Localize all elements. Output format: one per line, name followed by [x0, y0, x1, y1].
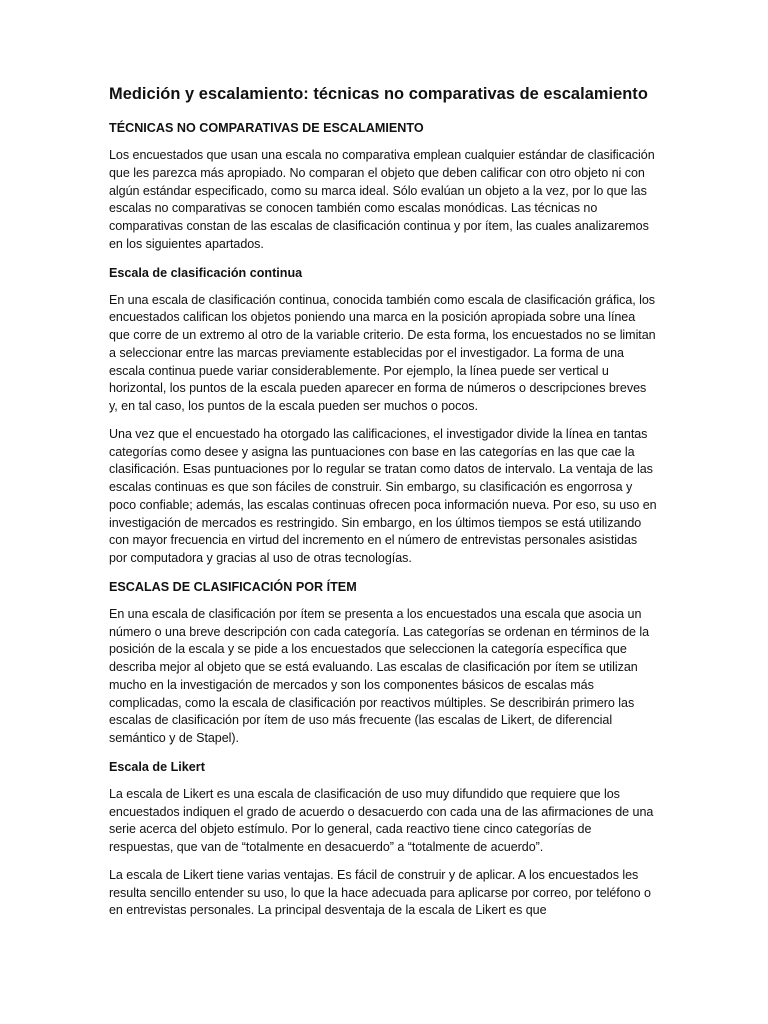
paragraph-clasificacion-por-item: En una escala de clasificación por ítem se presenta a los encuestados una escala que asocia un número o una breve descripción con cada categoría. Las categorías se ordenan en términos de la posición de la escala y se pide a los encuestados que seleccionen la categoría específica que describa mejor al objeto que se está evaluando. Las escalas de clasificación por ítem se utilizan mucho en la investigación de mercados y son los componentes básicos de escalas más complicadas, como la escala de clasificación por reactivos múltiples. Se describirán primero las escalas de clasificación por ítem de uso más frecuente (las escalas de Likert, de diferencial semántico y de Stapel). — [109, 606, 650, 745]
section-heading-tecnicas-no-comparativas: TÉCNICAS NO COMPARATIVAS DE ESCALAMIENTO — [109, 121, 424, 135]
paragraph-likert-1: La escala de Likert es una escala de clasificación de uso muy difundido que requiere que los encuestados indiquen el grado de acuerdo o desacuerdo con cada una de las afirmaciones de una serie acerca del objeto estímulo. Por lo general, cada reactivo tiene cinco categorías de respuestas, que van de “totalmente en desacuerdo” a “totalmente de acuerdo”. — [109, 786, 654, 854]
section-heading-clasificacion-por-item: ESCALAS DE CLASIFICACIÓN POR ÍTEM — [109, 579, 357, 594]
paragraph-intro: Los encuestados que usan una escala no comparativa emplean cualquier estándar de clasificación que les parezca más apropiado. No comparan el objeto que deben calificar con otro objeto ni con algún estándar especificado, como su marca ideal. Sólo evalúan un objeto a la vez, por lo que las escalas no comparativas se conocen también como escalas monódicas. Las técnicas no comparativas constan de las escalas de clasificación continua y por ítem, las cuales analizaremos en los siguientes apartados. — [109, 148, 655, 251]
document-title: Medición y escalamiento: técnicas no comparativas de escalamiento — [109, 85, 648, 103]
paragraph-clasificacion-continua-2: Una vez que el encuestado ha otorgado las calificaciones, el investigador divide la línea en tantas categorías como desee y asigna las puntuaciones con base en las categorías en las que cae la clasificación. Esas puntuaciones por lo regular se tratan como datos de intervalo. La ventaja de las escalas continuas es que son fáciles de construir. Sin embargo, su clasificación es engorrosa y poco confiable; además, las escalas continuas ofrecen poca información nueva. Por eso, su uso en investigación de mercados es restringido. Sin embargo, en los últimos tiempos se está utilizando con mayor frecuencia en virtud del incremento en el número de entrevistas personales asistidas por computadora y gracias al uso de otras tecnologías. — [109, 426, 657, 565]
paragraph-clasificacion-continua-1: En una escala de clasificación continua, conocida también como escala de clasificación gráfica, los encuestados califican los objetos poniendo una marca en la posición apropiada sobre una línea que corre de un extremo al otro de la variable criterio. De esta forma, los encuestados no se limitan a seleccionar entre las marcas previamente establecidas por el investigador. La forma de una escala continua puede variar considerablemente. Por ejemplo, la línea puede ser vertical u horizontal, los puntos de la escala pueden aparecer en forma de números o descripciones breves y, en tal caso, los puntos de la escala pueden ser muchos o pocos. — [109, 292, 656, 413]
subheading-clasificacion-continua: Escala de clasificación continua — [109, 265, 303, 280]
document-page — [109, 85, 657, 930]
paragraph-likert-2: La escala de Likert tiene varias ventajas. Es fácil de construir y de aplicar. A los encuestados les resulta sencillo entender su uso, lo que la hace adecuada para aplicarse por correo, por teléfono o en entrevistas personales. La principal desventaja de la escala de Likert es que — [109, 867, 651, 918]
subheading-escala-likert: Escala de Likert — [109, 759, 205, 774]
